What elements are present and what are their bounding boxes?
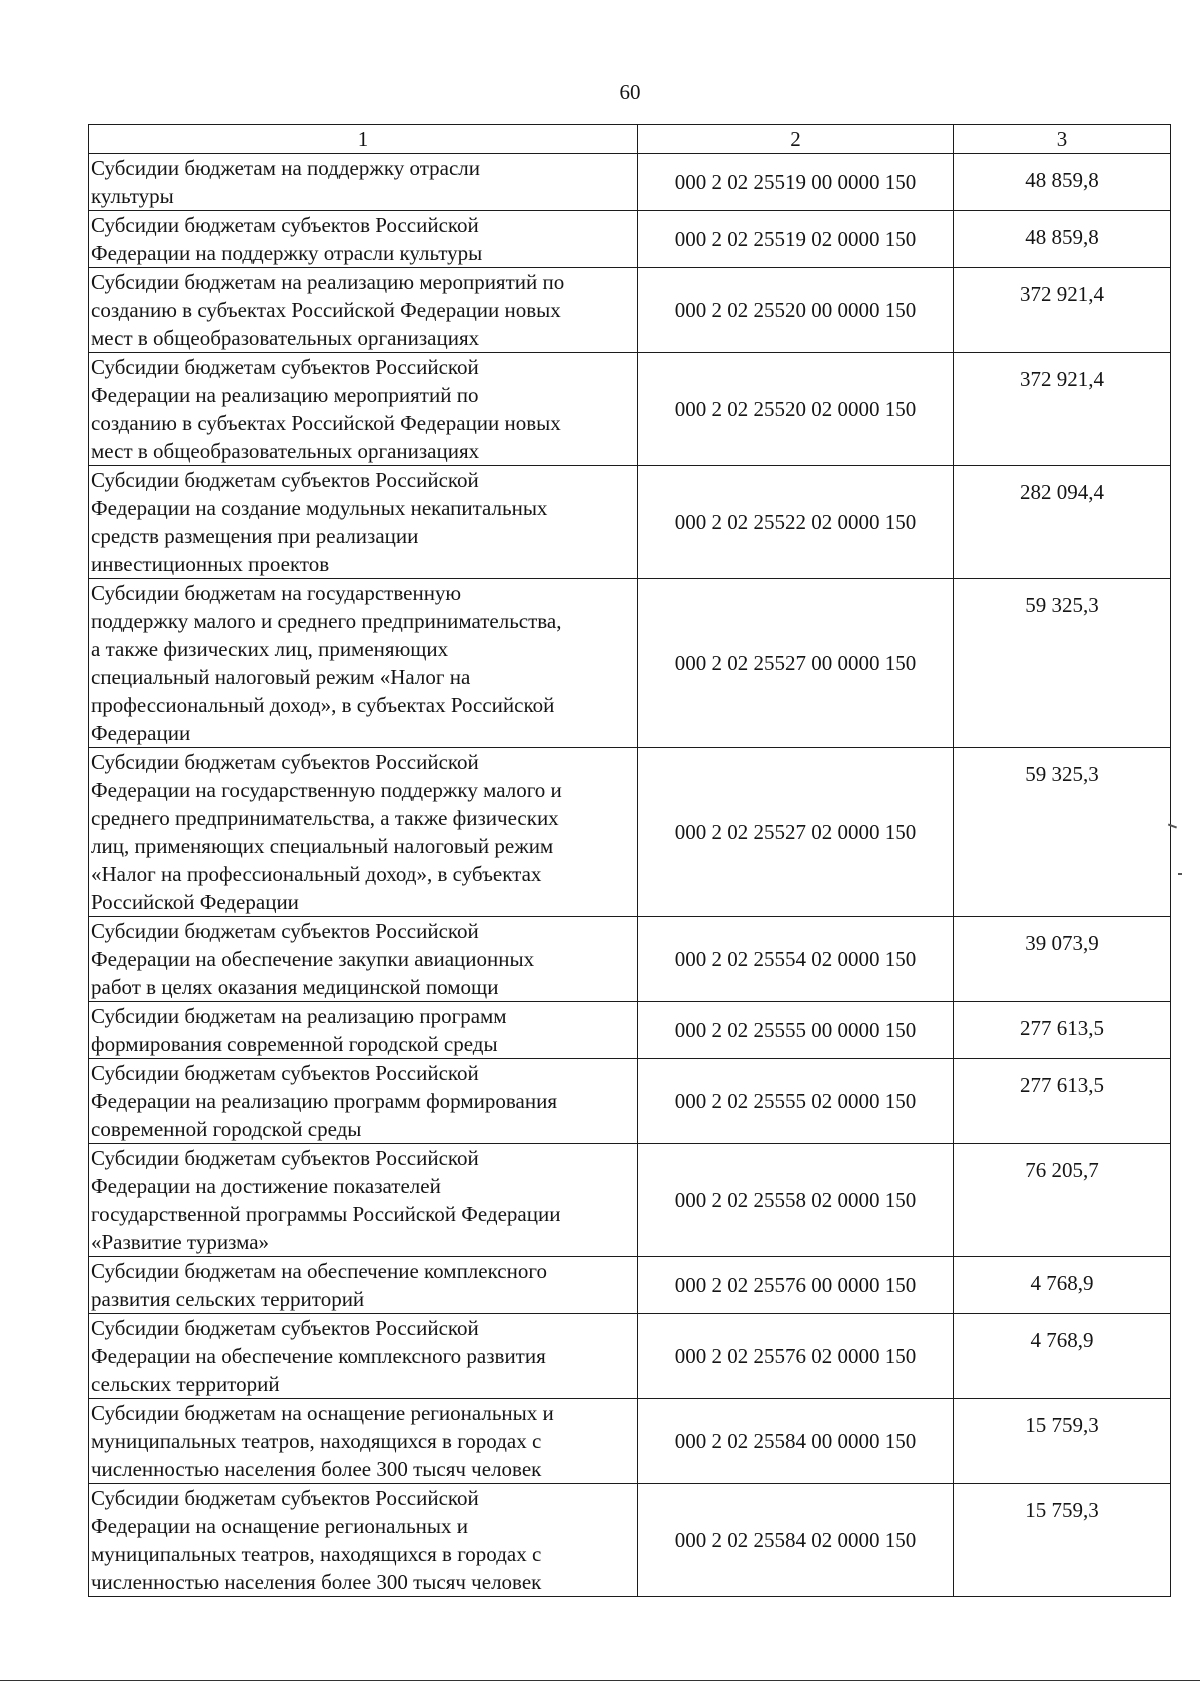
column-header-1: 1 (89, 125, 638, 154)
description-line: сельских территорий (91, 1372, 280, 1396)
description-line: Федерации на обеспечение закупки авиационных (91, 947, 535, 971)
amount-value: 48 859,8 (954, 154, 1171, 211)
table-row (89, 1059, 1171, 1144)
description-line: работ в целях оказания медицинской помощи (91, 975, 499, 999)
revenue-description (89, 1399, 638, 1484)
revenue-description (89, 1314, 638, 1399)
budget-classification-code: 000 2 02 25519 00 0000 150 (638, 154, 954, 211)
revenue-description (89, 579, 638, 748)
table-body (89, 154, 1171, 1597)
scan-mark (1178, 873, 1182, 875)
amount-value: 372 921,4 (954, 353, 1171, 466)
amount-value: 282 094,4 (954, 466, 1171, 579)
revenue-description (89, 1484, 638, 1597)
description-line: Субсидии бюджетам на реализацию мероприятий по (91, 270, 565, 294)
description-line: Федерации (91, 721, 191, 745)
column-header-2: 2 (638, 125, 954, 154)
description-line: Федерации на реализацию мероприятий по (91, 383, 479, 407)
amount-value: 277 613,5 (954, 1059, 1171, 1144)
description-line: Субсидии бюджетам субъектов Российской (91, 919, 479, 943)
budget-classification-code: 000 2 02 25522 02 0000 150 (638, 466, 954, 579)
description-line: мест в общеобразовательных организациях (91, 439, 480, 463)
description-line: Федерации на поддержку отрасли культуры (91, 241, 483, 265)
amount-value: 39 073,9 (954, 917, 1171, 1002)
table-row (89, 1002, 1171, 1059)
description-line: развития сельских территорий (91, 1287, 365, 1311)
revenue-description (89, 154, 638, 211)
description-line: инвестиционных проектов (91, 552, 330, 576)
revenue-description (89, 748, 638, 917)
description-line: Федерации на достижение показателей (91, 1174, 441, 1198)
revenue-description (89, 268, 638, 353)
budget-classification-code: 000 2 02 25555 02 0000 150 (638, 1059, 954, 1144)
budget-classification-code: 000 2 02 25558 02 0000 150 (638, 1144, 954, 1257)
description-line: муниципальных театров, находящихся в городах с (91, 1429, 542, 1453)
budget-classification-code: 000 2 02 25584 00 0000 150 (638, 1399, 954, 1484)
page-number: 60 (619, 80, 641, 104)
amount-value: 372 921,4 (954, 268, 1171, 353)
table-row (89, 466, 1171, 579)
description-line: «Развитие туризма» (91, 1230, 270, 1254)
budget-classification-code: 000 2 02 25555 00 0000 150 (638, 1002, 954, 1059)
budget-classification-code: 000 2 02 25554 02 0000 150 (638, 917, 954, 1002)
amount-value: 4 768,9 (954, 1314, 1171, 1399)
budget-classification-code: 000 2 02 25576 02 0000 150 (638, 1314, 954, 1399)
description-line: современной городской среды (91, 1117, 362, 1141)
description-line: среднего предпринимательства, а также физических (91, 806, 559, 830)
table-row (89, 1314, 1171, 1399)
description-line: численностью населения более 300 тысяч человек (91, 1570, 542, 1594)
description-line: Субсидии бюджетам субъектов Российской (91, 1486, 479, 1510)
table-row (89, 211, 1171, 268)
description-line: «Налог на профессиональный доход», в субъектах (91, 862, 542, 886)
column-header-3: 3 (954, 125, 1171, 154)
table-row (89, 917, 1171, 1002)
table-row (89, 579, 1171, 748)
revenue-description (89, 1257, 638, 1314)
description-line: мест в общеобразовательных организациях (91, 326, 480, 350)
description-line: средств размещения при реализации (91, 524, 419, 548)
table-row (89, 748, 1171, 917)
revenue-description (89, 466, 638, 579)
table-row (89, 154, 1171, 211)
description-line: профессиональный доход», в субъектах Российской (91, 693, 555, 717)
budget-classification-code: 000 2 02 25584 02 0000 150 (638, 1484, 954, 1597)
table-row (89, 1144, 1171, 1257)
description-line: муниципальных театров, находящихся в городах с (91, 1542, 542, 1566)
description-line: Субсидии бюджетам на оснащение региональных и (91, 1401, 554, 1425)
amount-value: 15 759,3 (954, 1399, 1171, 1484)
description-line: специальный налоговый режим «Налог на (91, 665, 471, 689)
description-line: Субсидии бюджетам на поддержку отрасли (91, 156, 481, 180)
description-line: Субсидии бюджетам субъектов Российской (91, 355, 479, 379)
description-line: Субсидии бюджетам субъектов Российской (91, 468, 479, 492)
amount-value: 48 859,8 (954, 211, 1171, 268)
bottom-rule (0, 1680, 1200, 1681)
description-line: Субсидии бюджетам субъектов Российской (91, 213, 479, 237)
description-line: численностью населения более 300 тысяч человек (91, 1457, 542, 1481)
budget-classification-code: 000 2 02 25527 00 0000 150 (638, 579, 954, 748)
description-line: Федерации на оснащение региональных и (91, 1514, 468, 1538)
revenue-description (89, 1144, 638, 1257)
description-line: лиц, применяющих специальный налоговый режим (91, 834, 554, 858)
description-line: созданию в субъектах Российской Федерации новых (91, 298, 561, 322)
amount-value: 76 205,7 (954, 1144, 1171, 1257)
amount-value: 59 325,3 (954, 579, 1171, 748)
description-line: Субсидии бюджетам субъектов Российской (91, 1316, 479, 1340)
revenue-description (89, 353, 638, 466)
description-line: государственной программы Российской Федерации (91, 1202, 561, 1226)
description-line: Федерации на обеспечение комплексного развития (91, 1344, 546, 1368)
table-row (89, 268, 1171, 353)
revenue-description (89, 1002, 638, 1059)
description-line: Федерации на создание модульных некапитальных (91, 496, 548, 520)
amount-value: 277 613,5 (954, 1002, 1171, 1059)
budget-table (88, 124, 1171, 1597)
description-line: Субсидии бюджетам на реализацию программ (91, 1004, 507, 1028)
description-line: созданию в субъектах Российской Федерации новых (91, 411, 561, 435)
table-header-row (89, 125, 1171, 154)
description-line: поддержку малого и среднего предпринимательства, (91, 609, 562, 633)
amount-value: 59 325,3 (954, 748, 1171, 917)
revenue-description (89, 1059, 638, 1144)
description-line: Субсидии бюджетам на обеспечение комплексного (91, 1259, 547, 1283)
description-line: Федерации на государственную поддержку малого и (91, 778, 562, 802)
budget-classification-code: 000 2 02 25527 02 0000 150 (638, 748, 954, 917)
revenue-description (89, 917, 638, 1002)
budget-classification-code: 000 2 02 25520 00 0000 150 (638, 268, 954, 353)
revenue-description (89, 211, 638, 268)
amount-value: 15 759,3 (954, 1484, 1171, 1597)
description-line: Субсидии бюджетам субъектов Российской (91, 750, 479, 774)
amount-value: 4 768,9 (954, 1257, 1171, 1314)
budget-classification-code: 000 2 02 25519 02 0000 150 (638, 211, 954, 268)
description-line: культуры (91, 184, 174, 208)
description-line: формирования современной городской среды (91, 1032, 498, 1056)
description-line: Федерации на реализацию программ формирования (91, 1089, 557, 1113)
table-row (89, 1399, 1171, 1484)
description-line: Субсидии бюджетам субъектов Российской (91, 1061, 479, 1085)
table-row (89, 1257, 1171, 1314)
table-row (89, 1484, 1171, 1597)
description-line: а также физических лиц, применяющих (91, 637, 449, 661)
description-line: Субсидии бюджетам субъектов Российской (91, 1146, 479, 1170)
description-line: Российской Федерации (91, 890, 299, 914)
table-row (89, 353, 1171, 466)
budget-classification-code: 000 2 02 25576 00 0000 150 (638, 1257, 954, 1314)
description-line: Субсидии бюджетам на государственную (91, 581, 462, 605)
budget-classification-code: 000 2 02 25520 02 0000 150 (638, 353, 954, 466)
